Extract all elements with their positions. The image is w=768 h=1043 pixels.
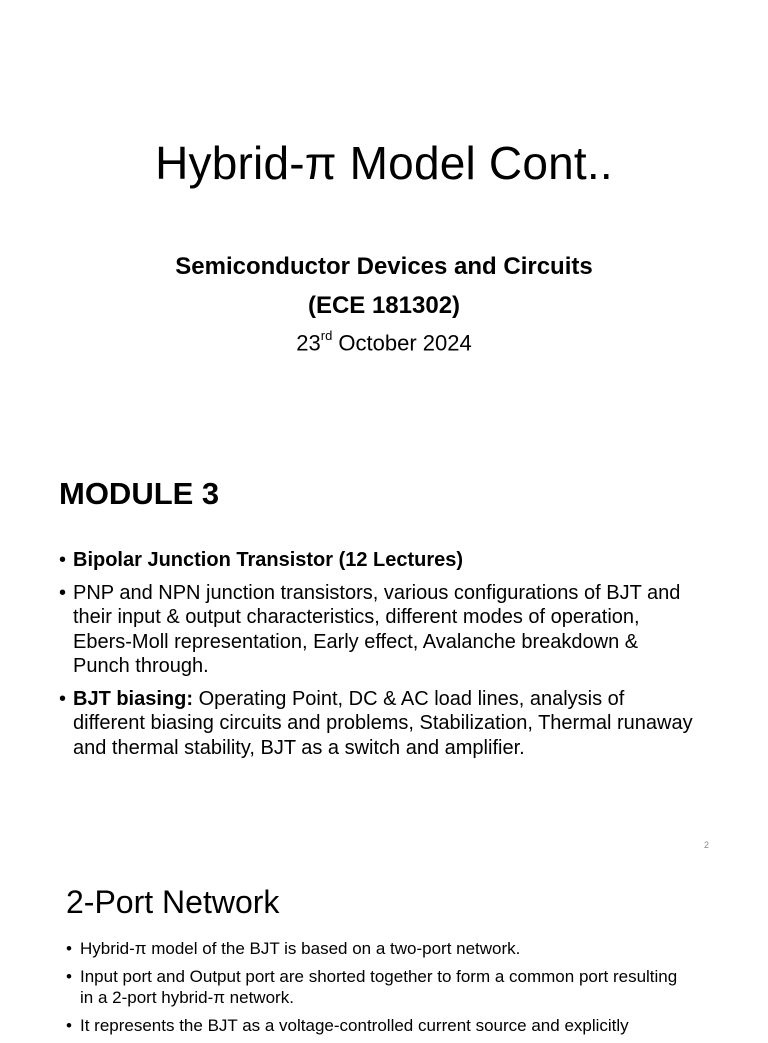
two-port-bullet-list: [66, 938, 686, 1043]
page-number: 2: [704, 840, 710, 850]
bullet-text: Bipolar Junction Transistor (12 Lectures): [73, 549, 464, 571]
module-bullet-list: [59, 548, 699, 768]
slide-title: Hybrid-π Model Cont..: [155, 137, 613, 189]
bullet-bold-label: BJT biasing:: [73, 687, 194, 710]
list-item: [66, 966, 686, 1008]
bullet-text: Input port and Output port are shorted together to form a common port resulting in a 2-port hybrid-π network.: [80, 967, 678, 1007]
course-code: (ECE 181302): [307, 292, 461, 319]
list-item: [59, 581, 699, 679]
date-suffix: rd: [320, 328, 333, 343]
list-item: [59, 687, 699, 761]
bullet-text: Operating Point, DC & AC load lines, analysis of different biasing circuits and problems, Stabilization, Thermal runaway and thermal stability, BJT as a switch and amplifier.: [73, 687, 693, 759]
two-port-slide: [0, 860, 768, 1035]
slide-title: 2-Port Network: [66, 884, 280, 920]
bullet-text: Hybrid-π model of the BJT is based on a two-port network.: [80, 939, 521, 958]
date-month-year: October 2024: [332, 330, 472, 356]
list-item: [66, 938, 686, 959]
title-slide: [0, 0, 768, 430]
date-day: 23: [296, 330, 321, 356]
module-title: MODULE 3: [59, 476, 220, 511]
bullet-text: It represents the BJT as a voltage-controlled current source and explicitly: [80, 1016, 629, 1035]
lecture-date: [0, 330, 768, 356]
list-item: [66, 1015, 686, 1036]
course-name: Semiconductor Devices and Circuits: [175, 253, 593, 280]
module-slide: [0, 430, 768, 860]
list-item: [59, 548, 699, 573]
bullet-text: PNP and NPN junction transistors, various configurations of BJT and their input & output characteristics, different modes of operation, Ebers-Moll representation, Early effect, Avalanche breakdown & Punch through.: [73, 581, 681, 677]
